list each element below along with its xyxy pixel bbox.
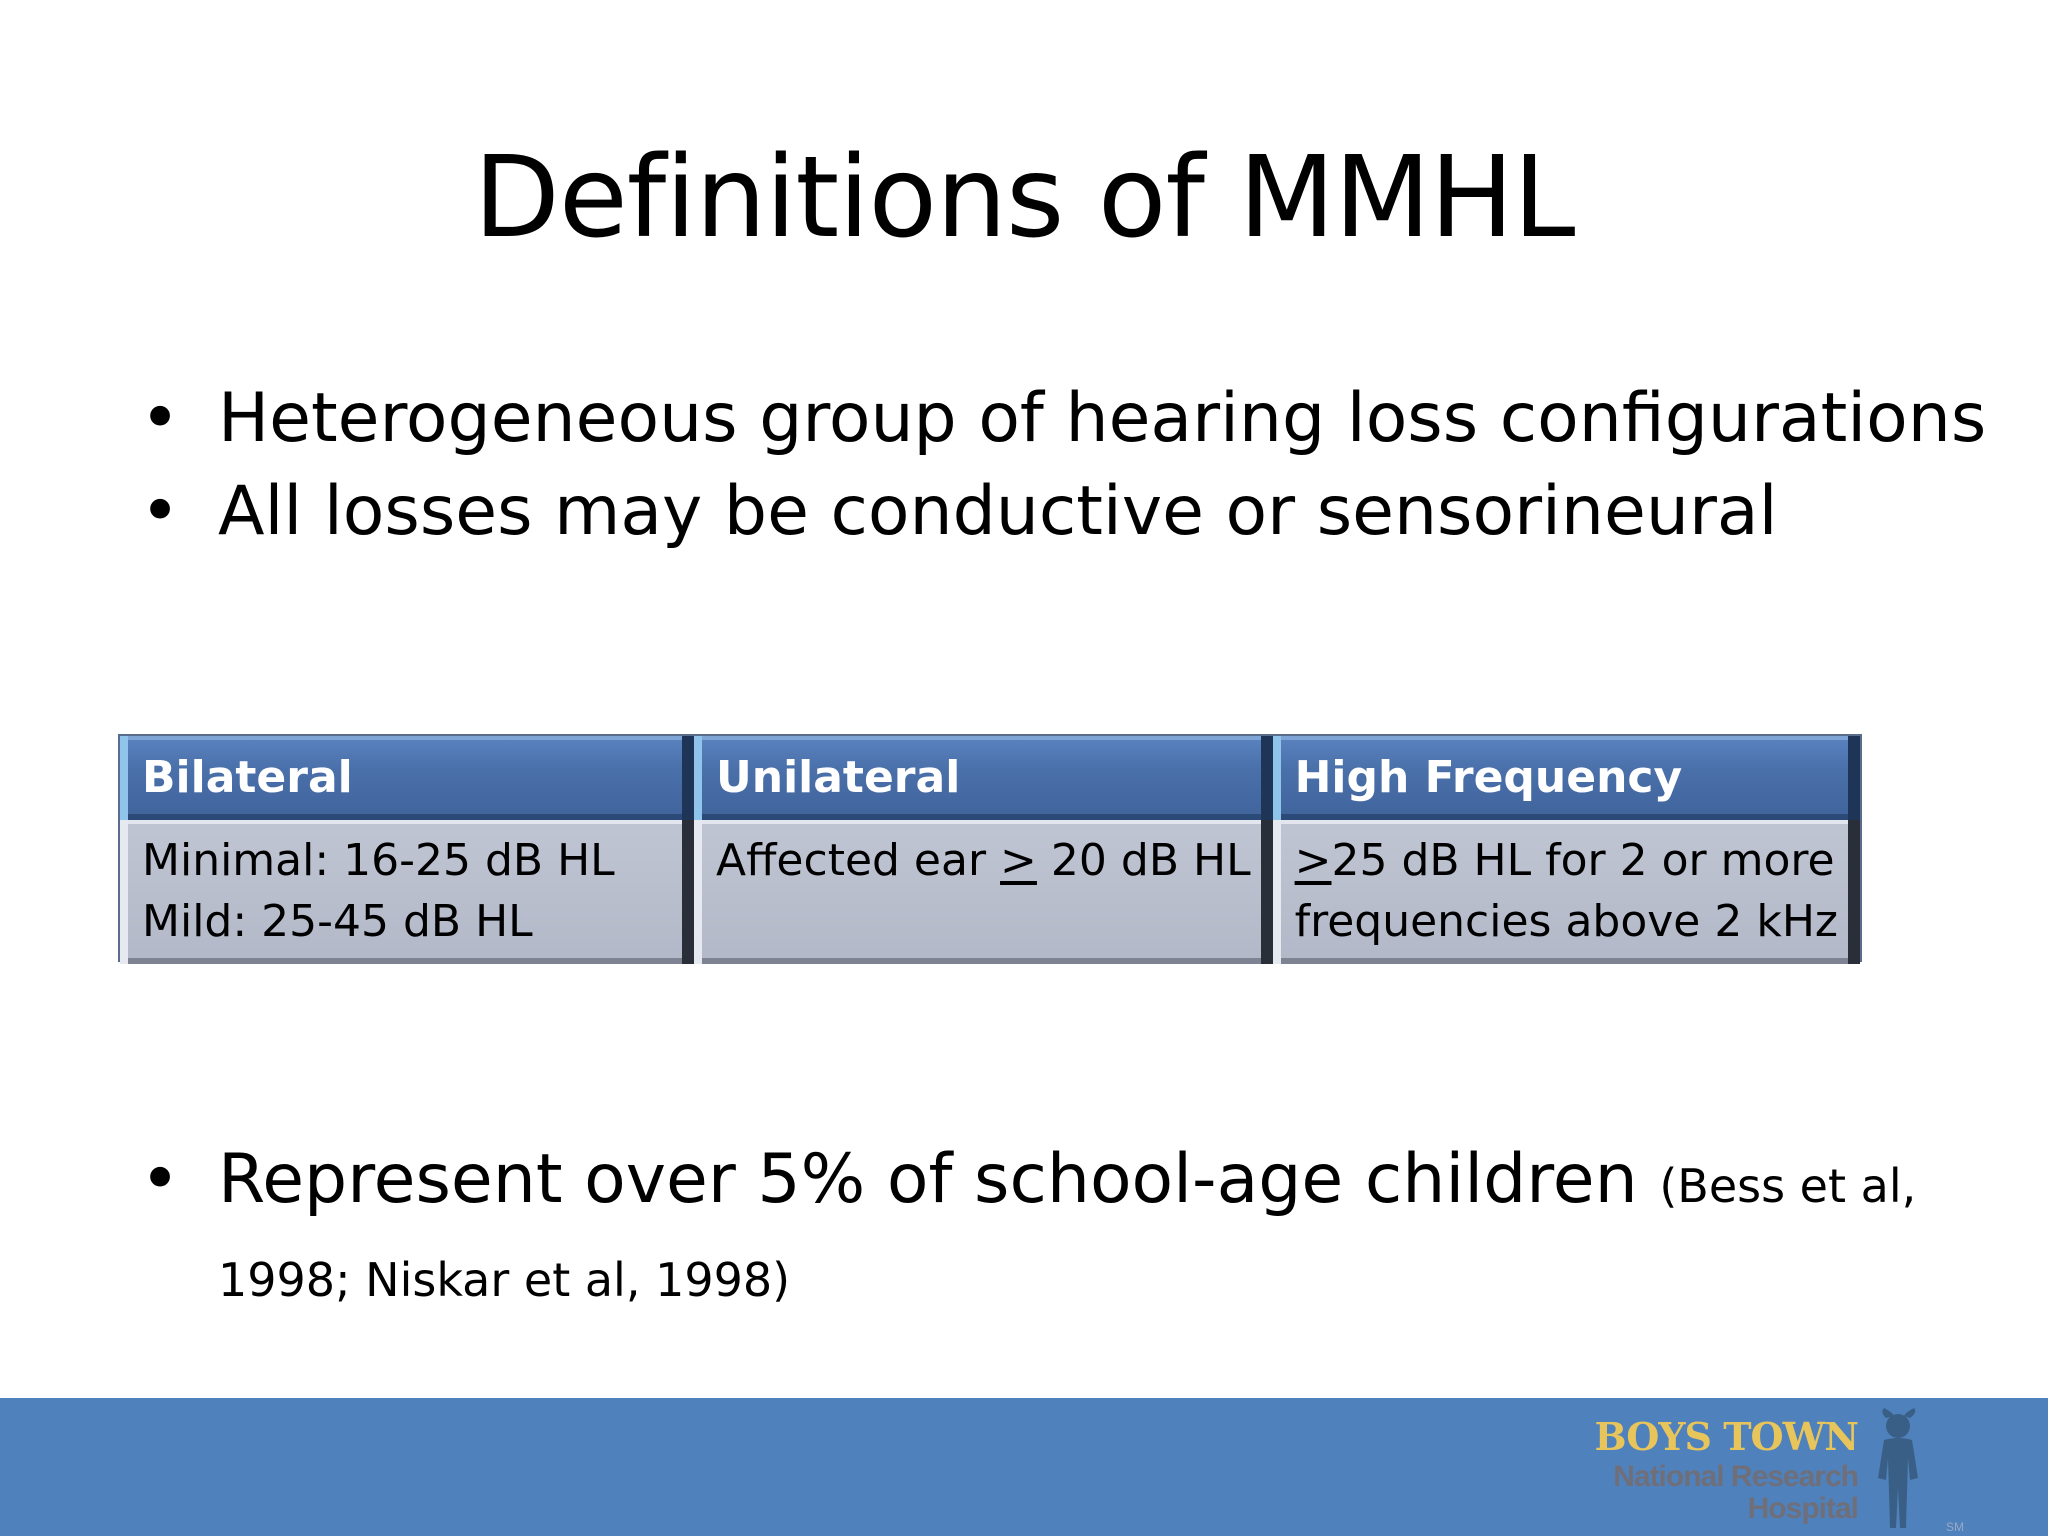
footer-band [0,1398,2048,1536]
table-cell-unilateral [694,820,1273,964]
greater-equal-symbol: > [1294,835,1332,886]
logo-line-3: Hospital [1747,1492,1858,1525]
bullet-item [140,1136,2020,1324]
bullet-text: Heterogeneous group of hearing loss configurations [218,379,1987,458]
bullet-item [140,372,2000,465]
table-header-unilateral: Unilateral [694,736,1273,820]
unilateral-prefix: Affected ear [716,835,1001,886]
table-header-bilateral: Bilateral [120,736,694,820]
logo-line-2: National Research [1613,1460,1858,1493]
high-frequency-line2: frequencies above 2 kHz [1294,896,1838,947]
greater-equal-symbol: > [1000,835,1037,886]
logo-service-mark: SM [1946,1520,1964,1534]
logo-line-1: BOYS TOWN [1594,1414,1858,1459]
table-cell-high-frequency [1273,820,1860,964]
table-header-high-frequency: High Frequency [1273,736,1860,820]
bullet-dot-icon: • [140,1140,181,1219]
bilateral-mild: Mild: 25-45 dB HL [142,896,533,947]
unilateral-criterion [716,830,1251,891]
definitions-table [118,734,1862,962]
bullet-dot-icon: • [140,379,181,458]
boys-town-logo [1594,1408,1968,1534]
child-figure-icon [1858,1408,1938,1532]
bullet-text: Represent over 5% of school-age children [218,1140,1660,1219]
high-frequency-line1 [1295,830,1838,891]
bullet-list [140,372,2000,558]
citation: (Bess et al, 1998; Niskar et al, 1998) [218,1159,1917,1307]
bullet-text: All losses may be conductive or sensorineural [218,472,1778,551]
bullet-dot-icon: • [140,472,181,551]
bilateral-minimal: Minimal: 16-25 dB HL [142,835,615,886]
table-cell-bilateral [120,820,694,964]
bullet-item [140,465,2000,558]
high-frequency-line1-text: 25 dB HL for 2 or more [1331,835,1835,886]
bullet-list-bottom [140,1136,2020,1324]
slide-title: Definitions of MMHL [473,133,1575,263]
unilateral-suffix: 20 dB HL [1036,835,1251,886]
